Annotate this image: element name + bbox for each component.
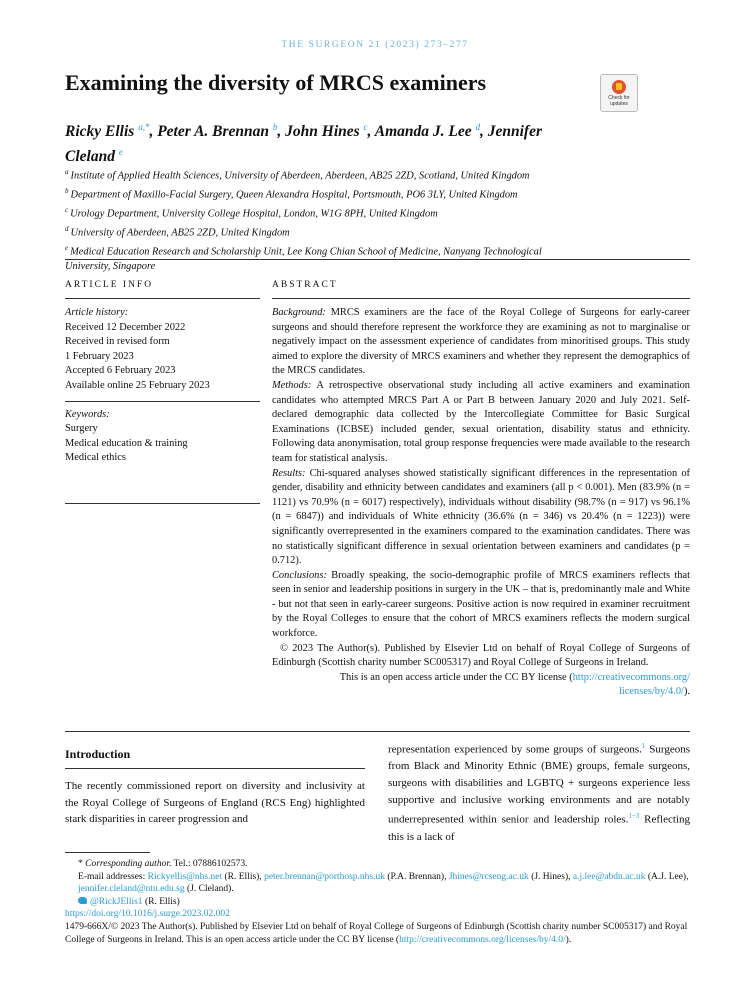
abstract-conclusions: Conclusions: Broadly speaking, the socio-demographic profile of MRCS examiners reflects that seen in senior and leadership positions in surgery in the UK – that is, predominantly male and White - but not that seen in early-career surgeons. Positive action is now required in examiner recruitment by the Royal Colleges to ensure that the cohort of MRCS examiners reflects the modern surgical workforce. (272, 569, 690, 640)
abstract-background: Background: MRCS examiners are the face of the Royal College of Surgeons for early-career surgeons and should therefore represent the workforce they are examining as not to marginalise or negatively impact on the assessment experience of candidates from minoritised groups. This study aimed to explore the diversity of MRCS examiners and whether they represent the demographics of the MRCS candidates. (272, 307, 690, 377)
twitter-link[interactable]: @RickJEllis1 (90, 896, 143, 907)
affiliation: $^d$ University of Aberdeen, AB25 2ZD, United Kingdom (65, 225, 290, 239)
article-info (65, 306, 260, 466)
history-entry: Accepted 6 February 2023 (65, 365, 176, 377)
author[interactable]: John Hines $^c$ (285, 122, 368, 141)
keyword: Surgery (65, 423, 98, 435)
email-link[interactable]: a.j.lee@abdn.ac.uk (572, 871, 646, 882)
email-link[interactable]: Rickyellis@nhs.net (147, 871, 223, 882)
license-link[interactable]: http://creativecommons.org/licenses/by/4.0/ (399, 934, 566, 945)
history-entry: Available online 25 February 2023 (65, 379, 210, 391)
license-link[interactable]: licenses/by/4.0/ (619, 686, 684, 698)
divider (65, 768, 365, 769)
abstract-results: Results: Chi-squared analyses showed statistically significant differences in the representation of gender, disability and ethnicity between candidates and examiners (all p < 0.001). Men (83.9% (n = 1121) vs 70.9% (n = 6017) respectively), individuals without disability (98.7% (n = 917) vs 96.1% (n = 6847)) and individuals of White ethnicity (36.6% (n = 346) vs 20.4% (n = 1223)) were significantly overrepresented in the examiners compared to the examination candidates. There was no statistically significant difference in sexual orientation between examiners and candidates (p = 0.712). (272, 467, 690, 567)
footnotes (65, 858, 690, 946)
history-label: Article history: (65, 307, 129, 318)
license-link[interactable]: http://creativecommons.org/ (572, 671, 690, 683)
introduction-text-left: The recently commissioned report on diversity and inclusivity at the Royal College of Surgeons of England (RCS Eng) highlighted stark disparities in career progression and (65, 780, 365, 826)
affiliation: $^a$ Institute of Applied Health Sciences, University of Aberdeen, Aberdeen, AB25 2ZD, Scotland, United Kingdom (65, 168, 530, 182)
keywords-label: Keywords: (65, 408, 110, 420)
divider (65, 852, 150, 853)
doi-link[interactable]: https://doi.org/10.1016/j.surge.2023.02.002 (65, 909, 230, 920)
author[interactable]: Amanda J. Lee $^d$ (374, 122, 480, 141)
keyword: Medical education & training (65, 437, 188, 449)
keyword: Medical ethics (65, 452, 126, 464)
history-entry: Received in revised form (65, 336, 170, 348)
abstract-heading: ABSTRACT (272, 280, 338, 290)
twitter-icon (78, 897, 87, 904)
divider (65, 259, 690, 260)
history-entry: 1 February 2023 (65, 350, 134, 362)
author[interactable]: Peter A. Brennan $^b$ (157, 122, 278, 141)
twitter-line: @RickJEllis1 (R. Ellis) (65, 896, 690, 909)
citation-link[interactable]: 1 (641, 742, 646, 750)
affiliation: $^e$ Medical Education Research and Scholarship Unit, Lee Kong Chian School of Medicine, Nanyang Technological University, Singapore (65, 244, 542, 273)
check-updates-icon (612, 80, 626, 94)
citation-link[interactable]: 1−3 (628, 812, 640, 821)
corresponding-author: * Corresponding author. Tel.: 07886102573. (78, 859, 248, 869)
divider (65, 731, 690, 732)
article-info-heading: ARTICLE INFO (65, 280, 154, 290)
email-link[interactable]: jennifer.cleland@ntu.edu.sg (78, 884, 185, 895)
introduction-heading: Introduction (65, 747, 131, 761)
abstract-methods: Methods: A retrospective observational study including all active examiners and examination candidates who attempted MRCS Part A or Part B between January 2020 and July 2021. Self-declared demographic data collected by the Intercollegiate Committee for Basic Surgical Examinations (ICBSE) included gender, sexual orientation, disability status and ethnicity. Following data anonymisation, total group response frequencies were made available to the research team for statistical analysis. (272, 379, 690, 464)
email-link[interactable]: peter.brennan@porthosp.nhs.uk (264, 871, 385, 882)
divider (65, 503, 260, 504)
issn-license: 1479-666X/© 2023 The Author(s). Published by Elsevier Ltd on behalf of Royal College of Surgeons of Edinburgh (Scottish charity number SC005317) and Royal College of Surgeons in Ireland. This is an open access article under the CC BY license (http://creativecommons.org/licenses/by/4.0/). (65, 921, 688, 945)
introduction-text-right: representation experienced by some groups of surgeons.$^1$ Surgeons from Black and Minority Ethnic (BME) groups, female surgeons, surgeons with disabilities and LGBTQ + surgeons experience less supportive and inclusive working environments and are notably underrepresented within senior and leadership roles.$^{1-3}$ Reflecting this is a lack of (388, 742, 691, 843)
history-entry: Received 12 December 2022 (65, 321, 186, 333)
article-title: Examining the diversity of MRCS examiners (65, 70, 487, 95)
divider (65, 298, 260, 299)
divider (65, 401, 260, 402)
journal-header: THE SURGEON 21 (2023) 273–277 (281, 40, 469, 50)
email-link[interactable]: Jhines@rcseng.ac.uk (448, 871, 529, 882)
abstract-body (272, 306, 690, 700)
check-updates-label: Check for updates (608, 95, 630, 107)
email-addresses: E-mail addresses: Rickyellis@nhs.net (R. Ellis), peter.brennan@porthosp.nhs.uk (P.A. Brennan), Jhines@rcseng.ac.uk (J. Hines), a.j.lee@abdn.ac.uk (A.J. Lee), jennifer.cleland@ntu.edu.sg (J. Cleland). (78, 871, 689, 895)
check-for-updates-button[interactable] (600, 74, 638, 112)
affiliation: $^b$ Department of Maxillo-Facial Surgery, Queen Alexandra Hospital, Portsmouth, PO6 3LY, United Kingdom (65, 187, 518, 201)
divider (272, 298, 690, 299)
author-list: Ricky Ellis $^{a,*}$, Peter A. Brennan $^b$, John Hines $^c$, Amanda J. Lee $^d$, Jennifer Cleland $^e$ (65, 122, 542, 166)
author[interactable]: Ricky Ellis $^{a,*}$ (65, 122, 150, 141)
author[interactable]: Jennifer Cleland $^e$ (65, 123, 542, 166)
abstract-copyright: © 2023 The Author(s). Published by Elsevier Ltd on behalf of Royal College of Surgeons of Edinburgh (Scottish charity number SC005317) and Royal College of Surgeons in Ireland. (272, 642, 690, 669)
affiliation: $^c$ Urology Department, University College Hospital, London, W1G 8PH, United Kingdom (65, 206, 438, 220)
abstract-license: This is an open access article under the CC BY license (http://creativecommons.org/ licenses/by/4.0/). (339, 671, 690, 698)
